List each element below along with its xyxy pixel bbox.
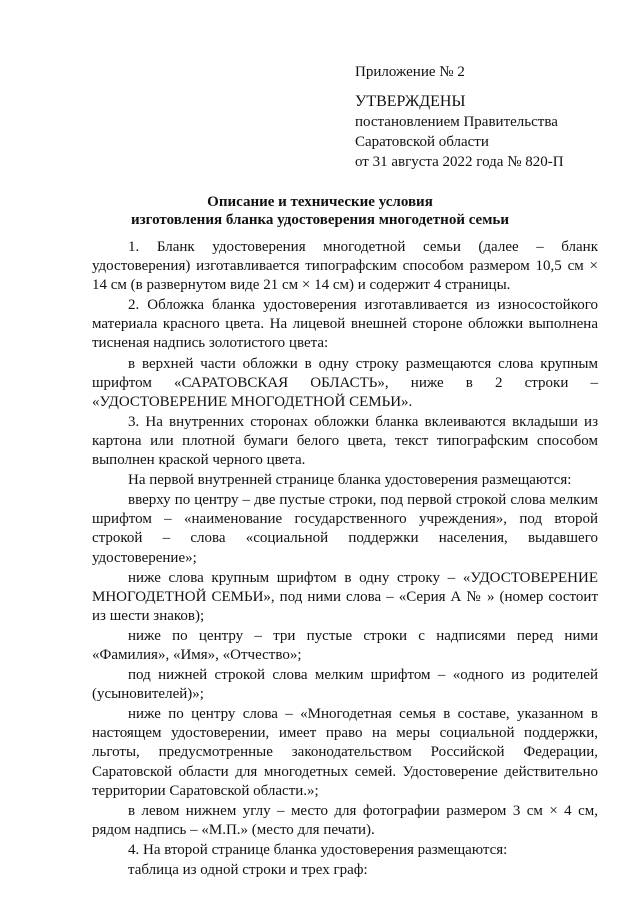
paragraph: в левом нижнем углу – место для фотографии размером 3 см × 4 см, рядом надпись – «М.П.» (место для печати). — [92, 802, 598, 838]
paragraph: в верхней части обложки в одну строку размещаются слова крупным шрифтом «САРАТОВСКАЯ ОБЛАСТЬ», ниже в 2 строки – «УДОСТОВЕРЕНИЕ МНОГОДЕТНОЙ СЕМЬИ». — [92, 355, 598, 410]
approval-line: от 31 августа 2022 года № 820-П — [355, 154, 564, 170]
paragraph: под нижней строкой слова мелким шрифтом – «одного из родителей (усыновителей)»; — [92, 667, 598, 703]
paragraph: вверху по центру – две пустые строки, под первой строкой слова мелким шрифтом – «наименование государственного учреждения», под второй строкой – слова «социальной поддержки населения, выдавшего удостоверение»; — [92, 492, 598, 566]
approved-label: УТВЕРЖДЕНЫ — [355, 93, 466, 110]
paragraph: таблица из одной строки и трех граф: — [128, 862, 368, 878]
approval-block — [355, 62, 564, 172]
paragraph: ниже слова крупным шрифтом в одну строку – «УДОСТОВЕРЕНИЕ МНОГОДЕТНОЙ СЕМЬИ», под ними слова – «Серия А № » (номер состоит из шести знаков); — [92, 569, 598, 624]
paragraph: ниже по центру слова – «Многодетная семья в составе, указанном в настоящем удостоверении, имеет право на меры социальной поддержки, льготы, предусмотренные законодательством Российской Федерации, Саратовской области для многодетных семей. Удостоверение действительно территории Саратовской области.»; — [92, 706, 598, 799]
paragraph: ниже по центру – три пустые строки с надписями перед ними «Фамилия», «Имя», «Отчество»; — [92, 627, 598, 663]
document-body — [92, 238, 598, 881]
paragraph: 1. Бланк удостоверения многодетной семьи (далее – бланк удостоверения) изготавливается типографским способом размером 10,5 см × 14 см (в развернутом виде 21 см × 14 см) и содержит 4 страницы. — [92, 239, 598, 294]
document-title — [0, 193, 640, 229]
appendix-label: Приложение № 2 — [355, 64, 465, 80]
spacer — [355, 82, 564, 92]
paragraph: 2. Обложка бланка удостоверения изготавливается из износостойкого материала красного цвета. На лицевой внешней стороне обложки выполнена тисненая надпись золотистого цвета: — [92, 297, 598, 352]
title-line: Описание и технические условия — [207, 194, 433, 210]
approval-line: Саратовской области — [355, 134, 489, 150]
paragraph: На первой внутренней странице бланка удостоверения размещаются: — [128, 472, 572, 489]
paragraph: 4. На второй странице бланка удостоверения размещаются: — [128, 841, 508, 858]
title-line: изготовления бланка удостоверения многодетной семьи — [131, 212, 509, 228]
approval-line: постановлением Правительства — [355, 114, 558, 130]
paragraph: 3. На внутренних сторонах обложки бланка вклеиваются вкладыши из картона или плотной бумаги белого цвета, текст типографским способом выполнен краской черного цвета. — [92, 413, 598, 469]
